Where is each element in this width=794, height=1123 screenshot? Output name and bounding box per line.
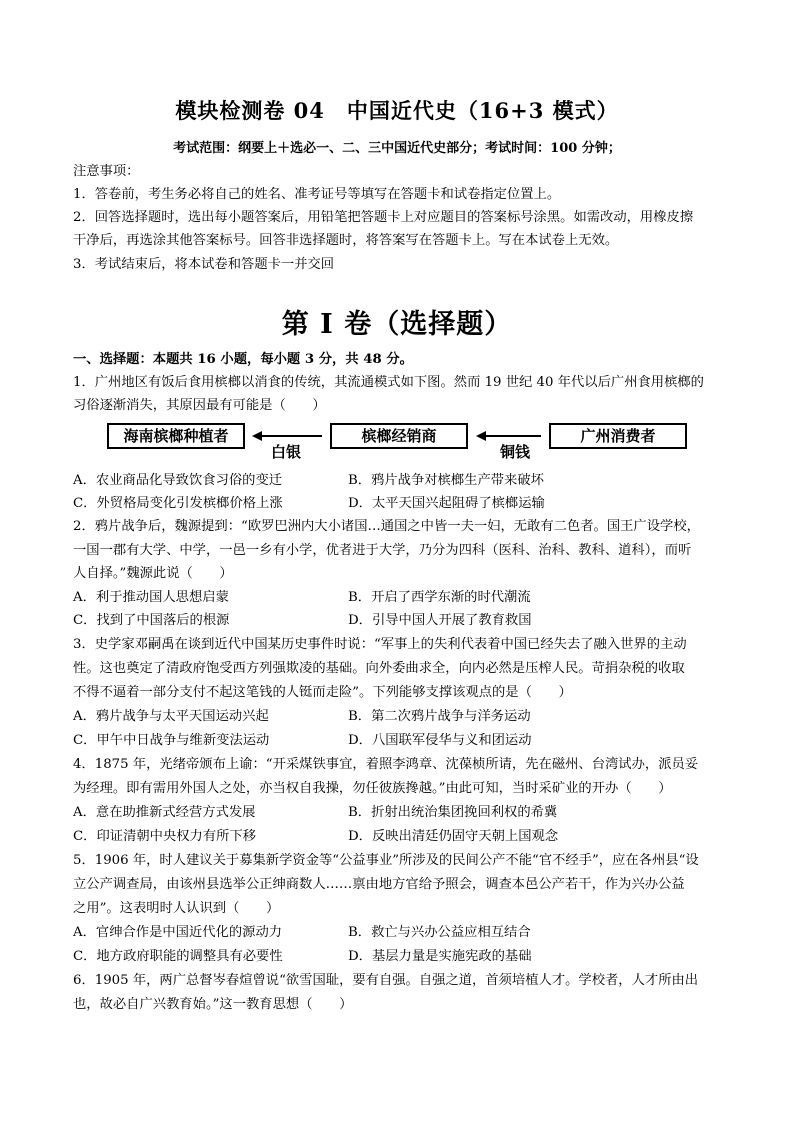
option-d: D．太平天国兴起阻碍了槟榔运输 — [348, 496, 545, 511]
arrow-dealer-to-grower — [252, 431, 322, 441]
exam-scope: 考试范围：纲要上＋选必一、二、三中国近代史部分；考试时间：100 分钟； — [173, 141, 621, 156]
option-a: A．意在助推新式经营方式发展 — [73, 805, 256, 820]
flow-box-grower: 海南槟榔种植者 — [107, 423, 245, 449]
question-stem: 5．1906 年，时人建议关于募集新学资金等“公益事业”所涉及的民间公产不能“官不经手”，应在各州县“设 — [73, 853, 699, 868]
notice-line: 干净后，再选涂其他答案标号。回答非选择题时，将答案写在答题卡上。写在本试卷上无效。 — [73, 233, 619, 248]
option-c: C．外贸格局变化引发槟榔价格上涨 — [73, 496, 283, 511]
section-title: 第 I 卷（选择题） — [281, 309, 513, 340]
question-stem: 6．1905 年，两广总督岑春煊曾说“欲雪国耻，要有自强。自强之道，首须培植人才。学校者，人才所由出 — [73, 973, 699, 988]
option-b: B．开启了西学东渐的时代潮流 — [348, 590, 531, 605]
option-d: D．引导中国人开展了教育救国 — [348, 613, 532, 628]
option-c: C．甲午中日战争与维新变法运动 — [73, 733, 270, 748]
question-stem: 立公产调查局，由该州县选举公正绅商数人……禀由地方官给予照会，调查本邑公产若干，作为兴办公益 — [73, 877, 685, 892]
question-stem: 一国一郡有大学、中学，一邑一乡有小学，优者进于大学，乃分为四科（医科、治科、教科、道科），而听 — [73, 543, 692, 558]
page-title: 模块检测卷 04 中国近代史（16+3 模式） — [175, 98, 619, 123]
option-c: C．地方政府职能的调整具有必要性 — [73, 949, 283, 964]
option-b: B．折射出统治集团挽回利权的希冀 — [348, 805, 558, 820]
option-c: C．找到了中国落后的根源 — [73, 613, 230, 628]
option-a: A．利于推动国人思想启蒙 — [73, 590, 229, 605]
question-stem: 也，故必自广兴教育始。”这一教育思想（ ） — [73, 997, 353, 1012]
question-stem: 2．鸦片战争后，魏源提到：“欧罗巴洲内大小诸国…通国之中皆一夫一妇，无敢有二色者。国王广设学校， — [73, 519, 700, 534]
question-stem: 4．1875 年，光绪帝颁布上谕：“开采煤铁事宜，着照李鸿章、沈葆桢所请，先在磁州、台湾试办，派员妥 — [73, 757, 699, 772]
flow-box-dealer: 槟榔经销商 — [330, 423, 468, 449]
question-stem: 1．广州地区有饭后食用槟榔以消食的传统，其流通模式如下图。然而 19 世纪 40 年代以后广州食用槟榔的 — [73, 375, 704, 390]
notice-line: 2．回答选择题时，选出每小题答案后，用铅笔把答题卡上对应题目的答案标号涂黑。如需改动，用橡皮擦 — [73, 210, 694, 225]
question-stem: 3．史学家邓嗣禹在谈到近代中国某历史事件时说：“军事上的失利代表着中国已经失去了融入世界的主动 — [73, 637, 687, 652]
arrow-consumer-to-dealer — [476, 431, 541, 441]
option-d: D．八国联军侵华与义和团运动 — [348, 733, 532, 748]
section-intro: 一、选择题：本题共 16 小题，每小题 3 分，共 48 分。 — [73, 352, 413, 367]
flow-label-copper: 铜钱 — [500, 443, 531, 461]
flow-box-consumer: 广州消费者 — [549, 423, 687, 449]
option-b: B．鸦片战争对槟榔生产带来破坏 — [348, 473, 544, 488]
option-b: B．救亡与兴办公益应相互结合 — [348, 925, 531, 940]
question-stem: 人自择。”魏源此说（ ） — [73, 566, 233, 581]
option-d: D．基层力量是实施宪政的基础 — [348, 949, 532, 964]
question-stem: 不得不逼着一部分支付不起这笔钱的人铤而走险”。下列能够支撑该观点的是（ ） — [73, 685, 572, 700]
question-stem: 为经理。即有需用外国人之处，亦当权自我操，勿任彼族搀越。”由此可知，当时采矿业的开办（ ） — [73, 781, 672, 796]
question-stem: 习俗逐渐消失，其原因最有可能是（ ） — [73, 398, 326, 413]
option-a: A．农业商品化导致饮食习俗的变迁 — [73, 473, 283, 488]
question-stem: 之用”。这表明时人认识到（ ） — [73, 901, 280, 916]
notice-line: 3．考试结束后，将本试卷和答题卡一并交回 — [73, 257, 335, 272]
flow-arrows — [0, 0, 794, 480]
option-b: B．第二次鸦片战争与洋务运动 — [348, 709, 531, 724]
option-a: A．鸦片战争与太平天国运动兴起 — [73, 709, 269, 724]
notice-line: 1．答卷前，考生务必将自己的姓名、准考证号等填写在答题卡和试卷指定位置上。 — [73, 187, 561, 202]
option-c: C．印证清朝中央权力有所下移 — [73, 829, 257, 844]
option-a: A．官绅合作是中国近代化的源动力 — [73, 925, 283, 940]
notice-heading: 注意事项： — [73, 164, 140, 179]
question-stem: 性。这也奠定了清政府饱受西方列强欺凌的基础。向外委曲求全，向内必然是压榨人民。苛捐杂税的收取 — [73, 661, 685, 676]
flow-label-silver: 白银 — [271, 443, 302, 461]
option-d: D．反映出清廷仍固守天朝上国观念 — [348, 829, 559, 844]
